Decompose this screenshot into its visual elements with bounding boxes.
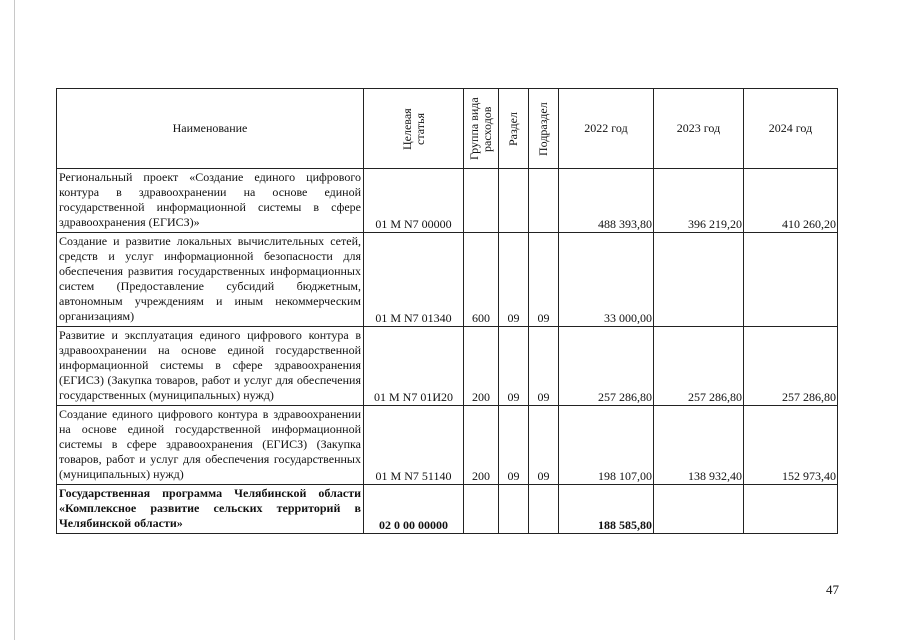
row-value-2024 — [744, 485, 838, 534]
budget-table — [56, 88, 838, 534]
table-row — [57, 406, 838, 485]
header-2023: 2023 год — [654, 89, 744, 169]
row-target-code: 01 M N7 01340 — [364, 233, 464, 327]
row-value-2023 — [654, 233, 744, 327]
row-subsection: 09 — [529, 406, 559, 485]
row-value-2024: 152 973,40 — [744, 406, 838, 485]
header-subsection: Подраздел — [529, 89, 559, 169]
row-target-code: 01 M N7 00000 — [364, 169, 464, 233]
row-value-2023 — [654, 485, 744, 534]
header-target: Целевая статья — [364, 89, 464, 169]
row-subsection: 09 — [529, 233, 559, 327]
header-section: Раздел — [499, 89, 529, 169]
row-exp-group — [464, 169, 499, 233]
row-section: 09 — [499, 327, 529, 406]
row-exp-group: 200 — [464, 327, 499, 406]
table-row — [57, 327, 838, 406]
row-exp-group: 200 — [464, 406, 499, 485]
row-value-2023: 138 932,40 — [654, 406, 744, 485]
table-row-program — [57, 485, 838, 534]
header-2024: 2024 год — [744, 89, 838, 169]
row-subsection — [529, 485, 559, 534]
row-target-code: 02 0 00 00000 — [364, 485, 464, 534]
row-section — [499, 169, 529, 233]
row-value-2024: 410 260,20 — [744, 169, 838, 233]
row-subsection: 09 — [529, 327, 559, 406]
page-edge-line — [14, 0, 15, 640]
row-value-2022: 488 393,80 — [559, 169, 654, 233]
row-exp-group: 600 — [464, 233, 499, 327]
row-name: Создание и развитие локальных вычислительных сетей, средств и услуг информационной безопасности для обеспечения развития государственных информационных систем (Предоставление субсидий бюджетным, автономным учреждениям и иным некоммерческим организациям) — [57, 233, 364, 327]
row-value-2022: 257 286,80 — [559, 327, 654, 406]
row-target-code: 01 M N7 51140 — [364, 406, 464, 485]
row-exp-group — [464, 485, 499, 534]
row-subsection — [529, 169, 559, 233]
row-name: Создание единого цифрового контура в здравоохранении на основе единой государственной информационной системы в сфере здравоохранения (ЕГИСЗ) (Закупка товаров, работ и услуг для обеспечения государственных (муниципальных) нужд) — [57, 406, 364, 485]
row-section: 09 — [499, 406, 529, 485]
row-name: Региональный проект «Создание единого цифрового контура в здравоохранении на основе единой государственной информационной системы в сфере здравоохранения (ЕГИСЗ)» — [57, 169, 364, 233]
header-name: Наименование — [57, 89, 364, 169]
table-row — [57, 233, 838, 327]
row-target-code: 01 M N7 01И20 — [364, 327, 464, 406]
row-value-2022: 33 000,00 — [559, 233, 654, 327]
page-number: 47 — [826, 582, 839, 597]
row-value-2022: 198 107,00 — [559, 406, 654, 485]
row-value-2023: 396 219,20 — [654, 169, 744, 233]
header-2022: 2022 год — [559, 89, 654, 169]
budget-table-container — [56, 88, 838, 534]
row-section — [499, 485, 529, 534]
row-value-2023: 257 286,80 — [654, 327, 744, 406]
row-value-2024: 257 286,80 — [744, 327, 838, 406]
table-row — [57, 169, 838, 233]
row-section: 09 — [499, 233, 529, 327]
header-exp-group: Группа вида расходов — [464, 89, 499, 169]
table-header-row — [57, 89, 838, 169]
row-value-2024 — [744, 233, 838, 327]
row-name: Развитие и эксплуатация единого цифрового контура в здравоохранении на основе единой государственной информационной системы в сфере здравоохранения (ЕГИСЗ) (Закупка товаров, работ и услуг для обеспечения государственных (муниципальных) нужд) — [57, 327, 364, 406]
row-value-2022: 188 585,80 — [559, 485, 654, 534]
row-name: Государственная программа Челябинской области «Комплексное развитие сельских территорий в Челябинской области» — [57, 485, 364, 534]
